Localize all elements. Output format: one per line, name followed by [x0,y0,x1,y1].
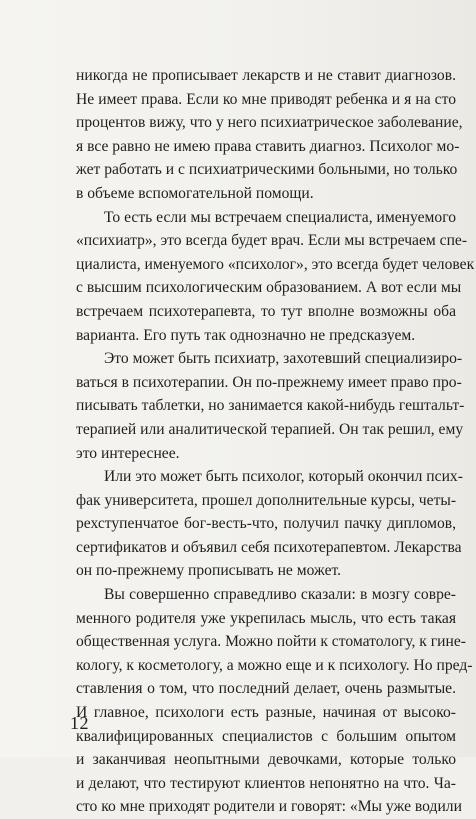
text-line: Вы совершенно справедливо сказали: в мозгу совре- [104,586,456,604]
text-line: я все равно не имею права ставить диагноз. Психолог мо- [76,137,460,155]
text-line: кологу, к косметологу, а можно еще и к психологу. Но пред- [76,656,473,674]
text-line: он по-прежнему прописывать не может. [76,562,342,580]
text-line: никогда не прописывает лекарств и не ставит диагнозов. [76,67,456,84]
text-line: с высшим психологическим образованием. А вот если мы [76,279,462,297]
text-line: это интереснее. [76,444,180,462]
body-text [76,64,475,819]
text-line: циалиста, именуемого «психолог», это всегда будет человек [76,255,475,273]
text-line: «психиатр», это всегда будет врач. Если мы встречаем спе- [76,232,468,250]
text-line: сто ко мне приходят родители и говорят: «Мы уже водили [76,798,462,816]
text-line: встречаем психотерапевта, то тут вполне возможны оба [76,302,456,320]
text-line: и делают, что тестируют клиентов непонятно на что. Ча- [76,774,456,792]
text-line: общественная услуга. Можно пойти к стоматологу, к гине- [76,633,466,651]
text-line: варианта. Его путь так однозначно не предсказуем. [76,326,416,344]
text-line: То есть если мы встречаем специалиста, именуемого [104,208,456,226]
text-line: менного родителя уже укрепилась мысль, что есть такая [76,609,456,627]
text-line: Это может быть психиатр, захотевший специализиро- [104,350,463,368]
text-line: квалифицированных специалистов с большим опытом [76,727,456,745]
text-line: фак университета, прошел дополнительные курсы, четы- [76,491,457,509]
text-line: писывать таблетки, но занимается какой-нибудь гештальт- [76,397,465,415]
text-line: ставления о том, что последний делает, очень размытые. [76,680,456,698]
text-line: процентов вижу, что у него психиатрическое заболевание, [76,114,463,132]
text-line: в объеме вспомогательной помощи. [76,184,314,202]
text-line: рехступенчатое бог-весть-что, получил пачку дипломов, [76,515,456,533]
page-number: 12 [70,713,89,733]
text-line: терапией или аналитической терапией. Он так решил, ему [76,420,464,438]
text-line: жет работать и с психиатрическими больными, но только [76,161,458,179]
text-line: Не имеет права. Если ко мне приводят ребенка и я на сто [76,90,456,108]
text-line: Или это может быть психолог, который окончил псих- [104,468,463,486]
text-line: и заканчивая неопытными девочками, которые только [76,751,456,769]
text-line: ваться в психотерапии. Он по-прежнему имеет право про- [76,373,462,391]
text-line: сертификатов и объявил себя психотерапевтом. Лекарства [76,538,462,556]
text-line: И главное, психологи есть разные, начиная от высоко- [76,704,456,722]
